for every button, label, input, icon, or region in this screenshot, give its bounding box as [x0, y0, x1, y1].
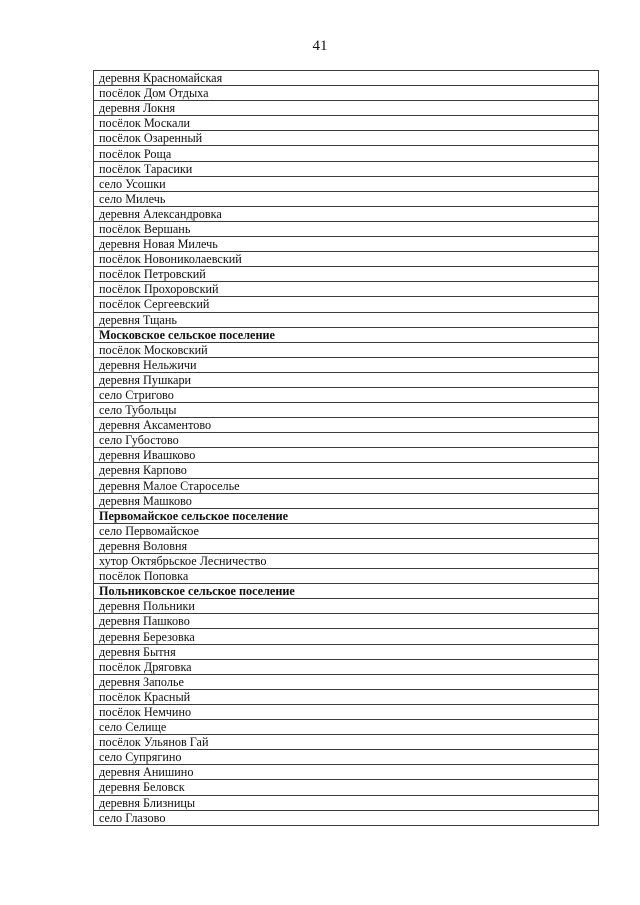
settlement-name: деревня Машково — [94, 493, 599, 508]
settlement-name: село Тубольцы — [94, 403, 599, 418]
table-row — [94, 191, 599, 206]
table-row — [94, 418, 599, 433]
table-row — [94, 765, 599, 780]
settlement-name: посёлок Дом Отдыха — [94, 86, 599, 101]
table-row — [94, 735, 599, 750]
settlement-name: посёлок Ульянов Гай — [94, 735, 599, 750]
settlement-name: деревня Пушкари — [94, 372, 599, 387]
table-row — [94, 372, 599, 387]
table-row — [94, 493, 599, 508]
settlement-name: посёлок Роща — [94, 146, 599, 161]
settlement-name: деревня Заполье — [94, 674, 599, 689]
table-row — [94, 357, 599, 372]
section-heading: Московское сельское поселение — [94, 327, 599, 342]
settlement-name: деревня Пашково — [94, 614, 599, 629]
settlement-name: деревня Красномайская — [94, 71, 599, 86]
settlement-name: посёлок Немчино — [94, 704, 599, 719]
table-row — [94, 674, 599, 689]
table-row — [94, 252, 599, 267]
settlement-name: деревня Близницы — [94, 795, 599, 810]
settlement-name: деревня Воловня — [94, 538, 599, 553]
table-row — [94, 614, 599, 629]
table-row — [94, 523, 599, 538]
settlement-name: село Селище — [94, 720, 599, 735]
settlement-name: посёлок Сергеевский — [94, 297, 599, 312]
table-row — [94, 720, 599, 735]
section-heading-row — [94, 508, 599, 523]
table-row — [94, 221, 599, 236]
table-row — [94, 644, 599, 659]
table-row — [94, 146, 599, 161]
settlement-name: деревня Польники — [94, 599, 599, 614]
table-row — [94, 478, 599, 493]
settlement-name: посёлок Петровский — [94, 267, 599, 282]
table-row — [94, 554, 599, 569]
settlements-table — [93, 70, 599, 826]
settlement-name: посёлок Тарасики — [94, 161, 599, 176]
table-row — [94, 71, 599, 86]
settlement-name: деревня Березовка — [94, 629, 599, 644]
table-row — [94, 116, 599, 131]
table-row — [94, 86, 599, 101]
table-row — [94, 161, 599, 176]
settlement-name: деревня Малое Староселье — [94, 478, 599, 493]
settlement-name: деревня Нельжичи — [94, 357, 599, 372]
settlement-name: посёлок Новониколаевский — [94, 252, 599, 267]
table-row — [94, 704, 599, 719]
table-row — [94, 403, 599, 418]
settlement-name: село Глазово — [94, 810, 599, 825]
settlement-name: хутор Октябрьское Лесничество — [94, 554, 599, 569]
settlement-name: посёлок Красный — [94, 689, 599, 704]
settlement-name: посёлок Москали — [94, 116, 599, 131]
settlement-name: село Губостово — [94, 433, 599, 448]
section-heading: Польниковское сельское поселение — [94, 584, 599, 599]
section-heading-row — [94, 327, 599, 342]
settlement-name: деревня Тщань — [94, 312, 599, 327]
settlement-name: село Усошки — [94, 176, 599, 191]
page-number: 41 — [312, 38, 328, 54]
settlement-name: посёлок Поповка — [94, 569, 599, 584]
table-row — [94, 131, 599, 146]
table-row — [94, 689, 599, 704]
table-row — [94, 629, 599, 644]
table-row — [94, 599, 599, 614]
settlement-name: село Милечь — [94, 191, 599, 206]
settlement-name: деревня Аксаментово — [94, 418, 599, 433]
settlement-name: деревня Локня — [94, 101, 599, 116]
settlement-name: посёлок Прохоровский — [94, 282, 599, 297]
table-row — [94, 433, 599, 448]
table-row — [94, 267, 599, 282]
settlement-name: посёлок Вершань — [94, 221, 599, 236]
settlement-name: посёлок Озаренный — [94, 131, 599, 146]
settlement-name: село Первомайское — [94, 523, 599, 538]
table-row — [94, 448, 599, 463]
settlement-name: посёлок Московский — [94, 342, 599, 357]
table-row — [94, 176, 599, 191]
table-row — [94, 569, 599, 584]
table-row — [94, 312, 599, 327]
table-row — [94, 297, 599, 312]
settlement-name: деревня Карпово — [94, 463, 599, 478]
section-heading-row — [94, 584, 599, 599]
table-row — [94, 780, 599, 795]
table-row — [94, 795, 599, 810]
section-heading: Первомайское сельское поселение — [94, 508, 599, 523]
table-row — [94, 659, 599, 674]
table-row — [94, 282, 599, 297]
settlement-name: деревня Беловск — [94, 780, 599, 795]
settlement-name: село Стригово — [94, 387, 599, 402]
table-row — [94, 463, 599, 478]
table-row — [94, 538, 599, 553]
settlement-name: деревня Новая Милечь — [94, 237, 599, 252]
settlement-name: деревня Ивашково — [94, 448, 599, 463]
settlement-name: посёлок Дряговка — [94, 659, 599, 674]
settlement-name: село Супрягино — [94, 750, 599, 765]
settlements-table-body — [94, 71, 599, 826]
settlement-name: деревня Бытня — [94, 644, 599, 659]
table-row — [94, 237, 599, 252]
settlement-name: деревня Александровка — [94, 206, 599, 221]
table-row — [94, 810, 599, 825]
table-row — [94, 206, 599, 221]
table-row — [94, 750, 599, 765]
settlement-name: деревня Анишино — [94, 765, 599, 780]
table-row — [94, 387, 599, 402]
table-row — [94, 101, 599, 116]
table-row — [94, 342, 599, 357]
